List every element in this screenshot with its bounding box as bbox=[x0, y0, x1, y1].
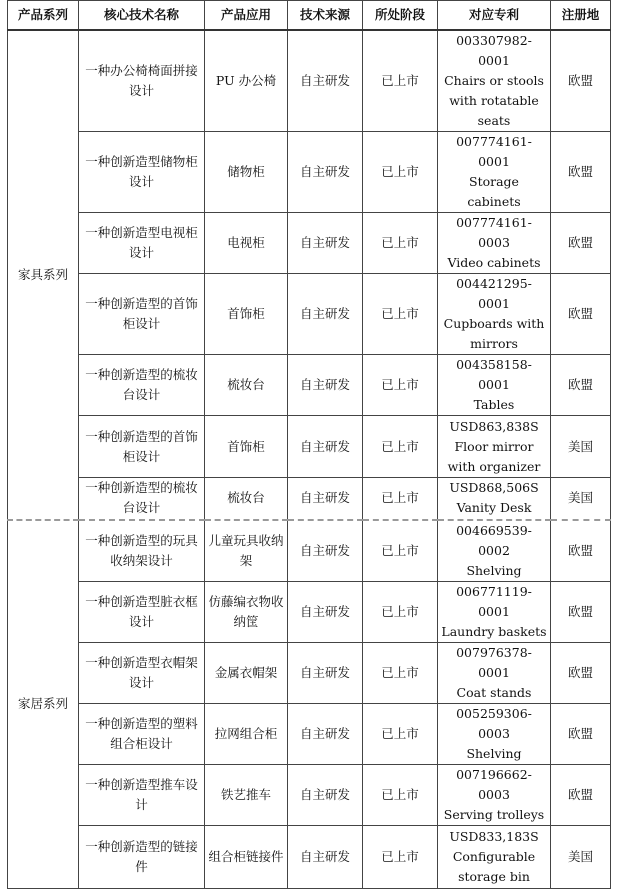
tech-source-cell: 自主研发 bbox=[288, 478, 363, 520]
tech-name-cell: 一种创新造型的首饰柜设计 bbox=[79, 274, 205, 355]
tech-name-cell: 一种创新造型脏衣框设计 bbox=[79, 581, 205, 642]
patent-title: Shelving bbox=[466, 745, 522, 761]
patent-number: 007774161-0001 bbox=[456, 134, 532, 169]
patent-title: Serving trolleys bbox=[443, 806, 545, 822]
region-cell: 欧盟 bbox=[551, 213, 611, 274]
table-row bbox=[8, 355, 611, 416]
tech-name-cell: 一种创新造型电视柜设计 bbox=[79, 213, 205, 274]
patent-title: Shelving bbox=[466, 562, 522, 578]
region-cell: 欧盟 bbox=[551, 520, 611, 582]
region-cell: 欧盟 bbox=[551, 703, 611, 764]
patent-title: Video cabinets bbox=[447, 255, 541, 270]
header-cell: 产品应用 bbox=[205, 1, 288, 31]
patent-number: USD833,183S bbox=[449, 828, 539, 844]
header-cell: 产品系列 bbox=[8, 1, 79, 31]
table-row bbox=[8, 416, 611, 478]
product-app-cell: PU 办公椅 bbox=[205, 30, 288, 132]
stage-cell: 已上市 bbox=[363, 581, 438, 642]
tech-source-cell: 自主研发 bbox=[288, 30, 363, 132]
product-series-cell: 家居系列 bbox=[8, 520, 79, 889]
table-row bbox=[8, 520, 611, 582]
table-row bbox=[8, 132, 611, 213]
tech-source-cell: 自主研发 bbox=[288, 764, 363, 825]
patent-cell bbox=[438, 274, 551, 355]
tech-source-cell: 自主研发 bbox=[288, 825, 363, 888]
patent-number: USD863,838S bbox=[449, 418, 539, 434]
product-app-cell: 组合柜链接件 bbox=[205, 825, 288, 888]
stage-cell: 已上市 bbox=[363, 274, 438, 355]
product-app-cell: 仿藤编衣物收纳筐 bbox=[205, 581, 288, 642]
header-cell: 注册地 bbox=[551, 1, 611, 31]
patent-cell bbox=[438, 581, 551, 642]
patent-number: 004358158-0001 bbox=[456, 357, 532, 392]
table-row bbox=[8, 213, 611, 274]
tech-source-cell: 自主研发 bbox=[288, 213, 363, 274]
stage-cell: 已上市 bbox=[363, 416, 438, 478]
patent-table bbox=[7, 0, 611, 889]
tech-name-cell: 一种创新造型衣帽架设计 bbox=[79, 642, 205, 703]
header-cell: 核心技术名称 bbox=[79, 1, 205, 31]
region-cell: 美国 bbox=[551, 825, 611, 888]
tech-name-cell: 一种创新造型的梳妆台设计 bbox=[79, 478, 205, 520]
patent-number: USD868,506S bbox=[449, 480, 539, 496]
stage-cell: 已上市 bbox=[363, 825, 438, 888]
tech-name-cell: 一种创新造型的链接件 bbox=[79, 825, 205, 888]
patent-title: Configurable storage bin bbox=[452, 848, 536, 884]
tech-name-cell: 一种办公椅椅面拼接设计 bbox=[79, 30, 205, 132]
tech-source-cell: 自主研发 bbox=[288, 703, 363, 764]
product-app-cell: 拉网组合柜 bbox=[205, 703, 288, 764]
product-app-cell: 储物柜 bbox=[205, 132, 288, 213]
header-cell: 技术来源 bbox=[288, 1, 363, 31]
tech-source-cell: 自主研发 bbox=[288, 642, 363, 703]
stage-cell: 已上市 bbox=[363, 355, 438, 416]
patent-number: 003307982-0001 bbox=[456, 33, 532, 68]
product-app-cell: 儿童玩具收纳架 bbox=[205, 520, 288, 582]
patent-number: 005259306-0003 bbox=[456, 705, 532, 741]
tech-source-cell: 自主研发 bbox=[288, 132, 363, 213]
patent-cell bbox=[438, 520, 551, 582]
stage-cell: 已上市 bbox=[363, 764, 438, 825]
tech-name-cell: 一种创新造型的梳妆台设计 bbox=[79, 355, 205, 416]
region-cell: 欧盟 bbox=[551, 274, 611, 355]
tech-source-cell: 自主研发 bbox=[288, 355, 363, 416]
region-cell: 欧盟 bbox=[551, 642, 611, 703]
patent-title: Tables bbox=[473, 397, 515, 412]
region-cell: 美国 bbox=[551, 416, 611, 478]
table-row bbox=[8, 581, 611, 642]
patent-cell bbox=[438, 764, 551, 825]
patent-cell bbox=[438, 416, 551, 478]
patent-cell bbox=[438, 213, 551, 274]
patent-number: 004669539-0002 bbox=[456, 522, 532, 558]
header-cell: 所处阶段 bbox=[363, 1, 438, 31]
tech-name-cell: 一种创新造型推车设计 bbox=[79, 764, 205, 825]
tech-source-cell: 自主研发 bbox=[288, 520, 363, 582]
product-app-cell: 铁艺推车 bbox=[205, 764, 288, 825]
stage-cell: 已上市 bbox=[363, 132, 438, 213]
table-row bbox=[8, 30, 611, 132]
patent-title: Chairs or stools with rotatable seats bbox=[444, 73, 544, 128]
patent-title: Floor mirror with organizer bbox=[447, 438, 541, 474]
patent-title: Vanity Desk bbox=[456, 500, 532, 516]
stage-cell: 已上市 bbox=[363, 703, 438, 764]
patent-number: 007774161-0003 bbox=[456, 215, 532, 250]
region-cell: 欧盟 bbox=[551, 30, 611, 132]
patent-title: Storage cabinets bbox=[467, 174, 521, 209]
patent-cell bbox=[438, 478, 551, 520]
patent-title: Laundry baskets bbox=[441, 623, 547, 639]
tech-name-cell: 一种创新造型的塑料组合柜设计 bbox=[79, 703, 205, 764]
table-row bbox=[8, 274, 611, 355]
table-row bbox=[8, 825, 611, 888]
stage-cell: 已上市 bbox=[363, 642, 438, 703]
tech-source-cell: 自主研发 bbox=[288, 416, 363, 478]
region-cell: 欧盟 bbox=[551, 132, 611, 213]
product-series-cell: 家具系列 bbox=[8, 30, 79, 520]
patent-cell bbox=[438, 132, 551, 213]
header-cell: 对应专利 bbox=[438, 1, 551, 31]
table-row bbox=[8, 703, 611, 764]
patent-number: 006771119-0001 bbox=[456, 583, 532, 619]
patent-cell bbox=[438, 355, 551, 416]
tech-name-cell: 一种创新造型的首饰柜设计 bbox=[79, 416, 205, 478]
product-app-cell: 梳妆台 bbox=[205, 355, 288, 416]
stage-cell: 已上市 bbox=[363, 520, 438, 582]
patent-cell bbox=[438, 825, 551, 888]
product-app-cell: 电视柜 bbox=[205, 213, 288, 274]
stage-cell: 已上市 bbox=[363, 30, 438, 132]
patent-number: 007196662-0003 bbox=[456, 766, 532, 802]
product-app-cell: 金属衣帽架 bbox=[205, 642, 288, 703]
table-row bbox=[8, 764, 611, 825]
stage-cell: 已上市 bbox=[363, 478, 438, 520]
region-cell: 欧盟 bbox=[551, 355, 611, 416]
region-cell: 美国 bbox=[551, 478, 611, 520]
table-header-row bbox=[8, 1, 611, 31]
product-app-cell: 梳妆台 bbox=[205, 478, 288, 520]
stage-cell: 已上市 bbox=[363, 213, 438, 274]
region-cell: 欧盟 bbox=[551, 764, 611, 825]
product-app-cell: 首饰柜 bbox=[205, 416, 288, 478]
patent-cell bbox=[438, 30, 551, 132]
tech-name-cell: 一种创新造型储物柜设计 bbox=[79, 132, 205, 213]
tech-source-cell: 自主研发 bbox=[288, 581, 363, 642]
patent-cell bbox=[438, 703, 551, 764]
patent-number: 004421295-0001 bbox=[456, 276, 532, 311]
tech-name-cell: 一种创新造型的玩具收纳架设计 bbox=[79, 520, 205, 582]
table-row bbox=[8, 478, 611, 520]
table-row bbox=[8, 642, 611, 703]
patent-cell bbox=[438, 642, 551, 703]
region-cell: 欧盟 bbox=[551, 581, 611, 642]
tech-source-cell: 自主研发 bbox=[288, 274, 363, 355]
product-app-cell: 首饰柜 bbox=[205, 274, 288, 355]
patent-title: Coat stands bbox=[456, 684, 532, 700]
patent-number: 007976378-0001 bbox=[456, 644, 532, 680]
patent-title: Cupboards with mirrors bbox=[443, 316, 545, 351]
